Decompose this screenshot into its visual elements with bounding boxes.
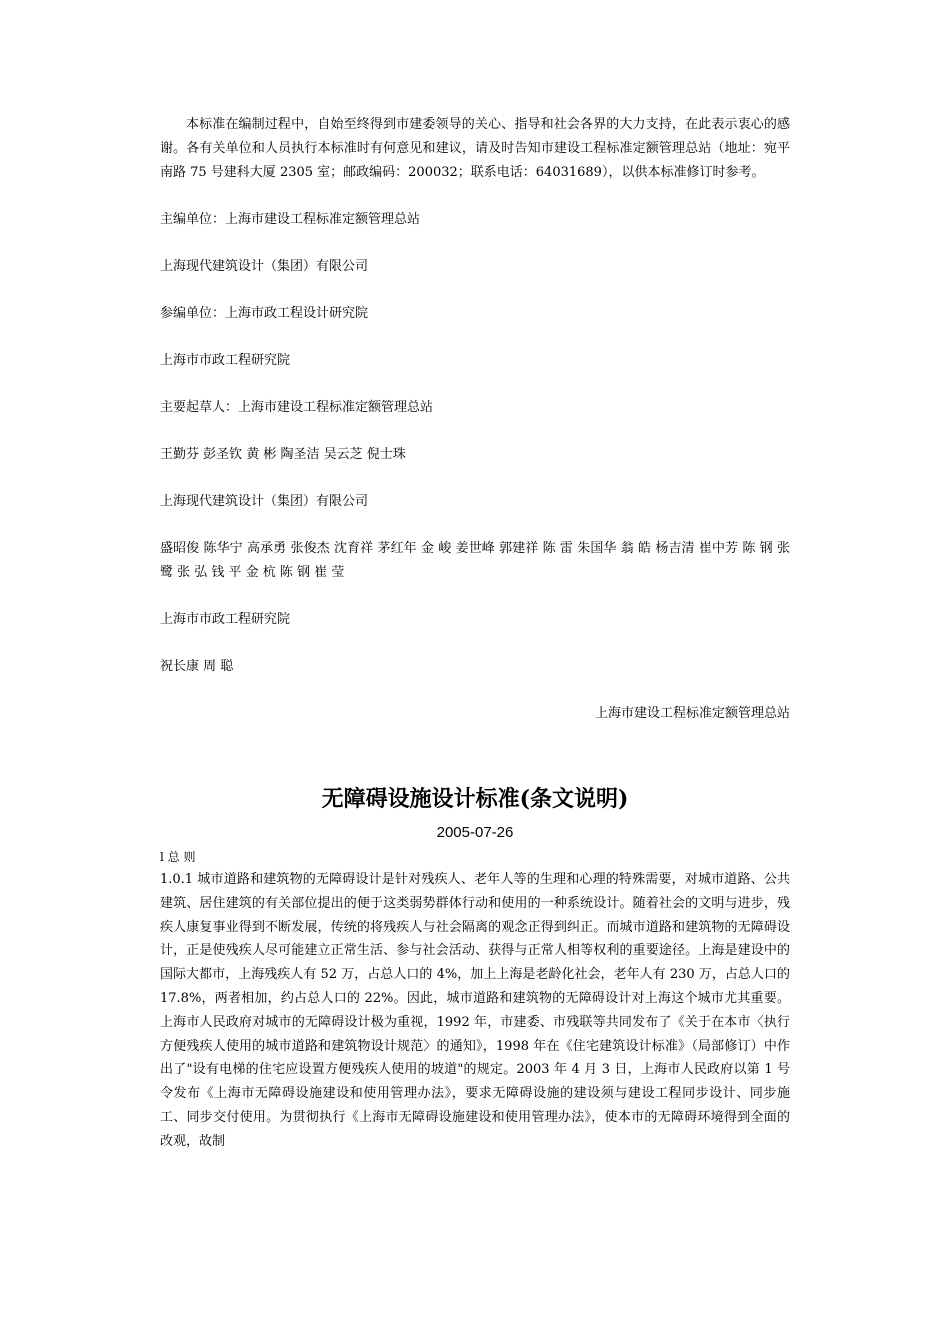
drafters-names-3: 祝长康 周 聪 (160, 659, 234, 674)
co-editor-unit: 参编单位：上海市政工程设计研究院 (160, 306, 369, 321)
main-drafters-label: 主要起草人：上海市建设工程标准定额管理总站 (160, 400, 434, 415)
drafters-names-2: 盛昭俊 陈华宁 高承勇 张俊杰 沈育祥 茅红年 金 峻 姜世峰 郭建祥 陈 雷 朱国华 翁 皓 杨吉清 崔中芳 陈 钢 张 鹭 张 弘 钱 平 金 杭 陈 钢 崔 莹 (160, 541, 790, 580)
acknowledgement-paragraph: 本标准在编制过程中，自始至终得到市建委领导的关心、指导和社会各界的大力支持，在此表示衷心的感谢。各有关单位和人员执行本标准时有何意见和建议，请及时告知市建设工程标准定额管理总站（地址：宛平南路 75 号建科大厦 2305 室；邮政编码：200032；联系电话：64031689），以供本标准修订时参考。 (160, 117, 790, 180)
chief-editor-unit: 主编单位：上海市建设工程标准定额管理总站 (160, 212, 421, 227)
document-date: 2005-07-26 (436, 824, 514, 841)
page-content (160, 113, 790, 1154)
drafters-org-3: 上海市市政工程研究院 (160, 612, 291, 627)
co-editor-unit-2: 上海市市政工程研究院 (160, 353, 291, 368)
drafters-names-1: 王勤芬 彭圣钦 黄 彬 陶圣洁 吴云芝 倪士珠 (160, 447, 406, 462)
document-title: 无障碍设施设计标准(条文说明) (321, 786, 629, 812)
chapter-heading: l 总 则 (160, 850, 196, 864)
drafters-org-2: 上海现代建筑设计（集团）有限公司 (160, 494, 369, 509)
issuer-signature: 上海市建设工程标准定额管理总站 (594, 706, 790, 721)
chief-editor-unit-2: 上海现代建筑设计（集团）有限公司 (160, 259, 369, 274)
clause-1-0-1: 1.0.1 城市道路和建筑物的无障碍设计是针对残疾人、老年人等的生理和心理的特殊需要，对城市道路、公共建筑、居住建筑的有关部位提出的便于这类弱势群体行动和使用的一种系统设计。随着社会的文明与进步，残疾人康复事业得到不断发展，传统的将残疾人与社会隔离的观念正得到纠正。而城市道路和建筑物的无障碍设计，正是使残疾人尽可能建立正常生活、参与社会活动、获得与正常人相等权利的重要途径。上海是建设中的国际大都市，上海残疾人有 52 万，占总人口的 4%，加上上海是老龄化社会，老年人有 230 万，占总人口的 17.8%，两者相加，约占总人口的 22%。因此，城市道路和建筑物的无障碍设计对上海这个城市尤其重要。上海市人民政府对城市的无障碍设计极为重视，1992 年，市建委、市残联等共同发布了《关于在本市〈执行方便残疾人使用的城市道路和建筑物设计规范〉的通知》，1998 年在《住宅建筑设计标准》（局部修订）中作出了"设有电梯的住宅应设置方便残疾人使用的坡道"的规定。2003 年 4 月 3 日，上海市人民政府以第 1 号令发布《上海市无障碍设施建设和使用管理办法》，要求无障碍设施的建设须与建设工程同步设计、同步施工、同步交付使用。为贯彻执行《上海市无障碍设施建设和使用管理办法》，使本市的无障碍环境得到全面的改观，故制 (160, 872, 790, 1149)
